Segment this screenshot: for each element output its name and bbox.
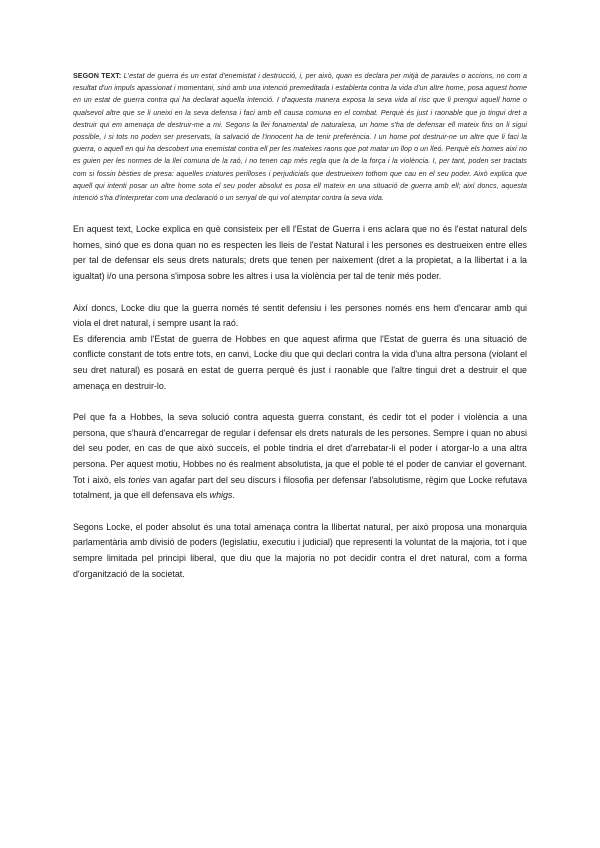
paragraph-4 bbox=[73, 410, 527, 504]
term-whigs: whigs bbox=[209, 490, 233, 501]
paragraph-1: En aquest text, Locke explica en què consisteix per ell l'Estat de Guerra i ens aclara que no és l'estat natural dels homes, sinó que es dona quan no es respecten les lleis de l'estat Natural i les persones es destrueixen entre elles per tal de defensar els seus drets naturals; drets que tenen per naixement (dret a la propietat, a la llibertat i a la igualtat) i/o una persona s'imposa sobre les altres i usa la violència per tal de tenir més poder. bbox=[73, 224, 527, 282]
paragraph-4-part-a: Pel que fa a Hobbes, la seva solució contra aquesta guerra constant, és cedir tot el poder i violència a una persona, que s'haurà d'encarregar de regular i defensar els drets naturals de les persones. Sempre i quan no abusi del seu poder, en cas de que això succeís, el poble tindria el dret d'arrebatar-li el poder i atorgar-lo a una altra persona. Per aquest motiu, Hobbes no és realment absolutista, ja que el poble té el poder de canviar el governant. Tot i això, els bbox=[73, 412, 527, 485]
paragraph-4-part-c: . bbox=[232, 490, 235, 501]
quote-body: L'estat de guerra és un estat d'enemistat i destrucció, i, per això, quan es declara per mitjà de paraules o accions, no com a resultat d'un impuls apassionat i momentani, sinó amb una intenció premeditada i establerta contra la vida d'un altre home, posa aquest home en un estat de guerra contra qui ha declarat aquella intenció. I d'aquesta manera exposa la seva vida al risc que li prengui aquell home o qualsevol altre que se li uneixi en la seva defensa i faci amb ell causa comuna en el combat. Perquè és just i raonable que jo tingui dret a destruir qui em amenaça de destruir-me a mi. Segons la llei fonamental de naturalesa, un home s'ha de defensar ell mateix fins on li sigui possible, i si tots no poden ser preservats, la salvació de l'innocent ha de tenir preferència. I un home pot destruir-ne un altre que li faci la guerra, o aquell en qui ha descobert una enemistat contra ell per les mateixes raons que pot matar un llop o un lleó. Perquè els homes així no es guien per les normes de la llei comuna de la raó, i no tenen cap més regla que la de la força i la violència. I, per tant, poden ser tractats com si fossin bèsties de presa: aquelles criatures perilloses i perjudicials que destrueixen tothom que cau en el seu poder. Això explica que aquell qui intenti posar un altre home sota el seu poder absolut es posa ell mateix en una situació de guerra amb ell; així doncs, aquesta intenció s'ha d'interpretar com una declaració o un senyal de qui vol atemptar contra la seva vida. bbox=[73, 72, 527, 203]
quote-heading: SEGON TEXT: bbox=[73, 72, 122, 80]
paragraph-2: Així doncs, Locke diu que la guerra només té sentit defensiu i les persones només ens hem d'encarar amb qui viola el dret natural, i sempre usant la raó. bbox=[73, 302, 527, 329]
document-page bbox=[73, 70, 527, 582]
paragraph-5: Segons Locke, el poder absolut és una total amenaça contra la llibertat natural, per això proposa una monarquia parlamentària amb divisió de poders (legislatiu, executiu i judicial) que representi la voluntat de la majoria, tot i que sempre limitada pel principi liberal, que diu que la majoria no pot decidir contra el dret natural, com a forma d'organització de la societat. bbox=[73, 521, 527, 579]
paragraph-3: Es diferencia amb l'Estat de guerra de Hobbes en que aquest afirma que l'Estat de guerra és una situació de conflicte constant de tots entre tots, en canvi, Locke diu que qui declari contra la vida d'una altra persona (violant el seu dret natural) es posarà en estat de guerra perquè és just i raonable que l'altre tingui dret a destruir el que amenaça en destruir-lo. bbox=[73, 333, 527, 391]
paragraph-4-part-b: van agafar part del seu discurs i filosofia per defensar l'absolutisme, règim que Locke refutava totalment, ja que ell defensava els bbox=[73, 474, 528, 501]
quoted-text-block bbox=[73, 70, 527, 204]
term-tories: tories bbox=[128, 474, 150, 485]
